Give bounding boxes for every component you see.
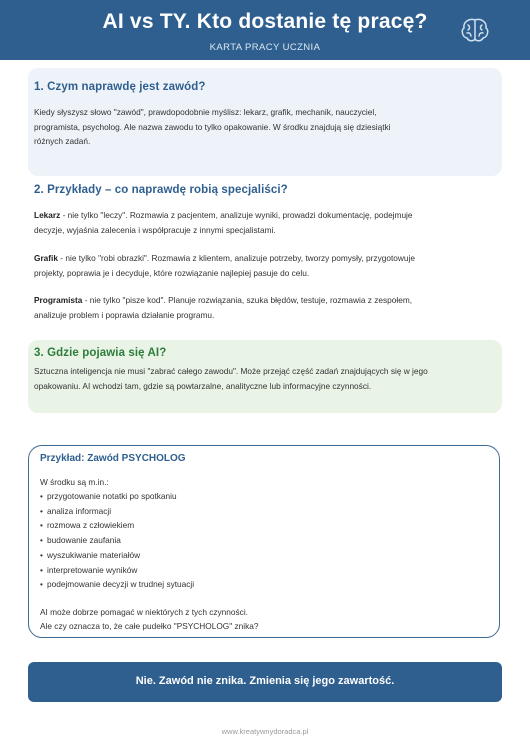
task-list <box>40 489 194 592</box>
term-label: Programista <box>34 295 83 305</box>
header-bar <box>0 0 530 60</box>
example-lekarz <box>34 208 490 237</box>
example-box-title: Przykład: Zawód PSYCHOLOG <box>40 453 186 464</box>
term-description: - nie tylko "robi obrazki". Rozmawia z klientem, analizuje potrzeby, tworzy pomysły, przygotowuje <box>57 253 415 263</box>
term-description: - nie tylko "pisze kod". Planuje rozwiązania, szuka błędów, testuje, rozmawia z zespołem, <box>82 295 413 305</box>
list-item: • wyszukiwanie materiałów <box>40 549 141 560</box>
list-item: • rozmowa z człowiekiem <box>40 520 135 531</box>
term-description: analizuje problem i poprawia działanie programu. <box>34 309 215 320</box>
page-subtitle: KARTA PRACY UCZNIA <box>209 42 321 53</box>
term-description: decyzje, wyjaśnia zalecenia i współpracuje z innymi specjalistami. <box>34 224 276 235</box>
section-1-line: programista, psycholog. Ale nazwa zawodu to tylko opakowanie. W środku znajdują się dziesiątki <box>34 121 391 132</box>
list-item: • budowanie zaufania <box>40 535 121 546</box>
section-3-heading: 3. Gdzie pojawia się AI? <box>34 347 167 359</box>
example-box-outro: Ale czy oznacza to, że całe pudełko "PSYCHOLOG" znika? <box>40 621 259 631</box>
section-1-line: różnych zadań. <box>34 136 91 146</box>
term-description: projekty, poprawia je i decyduje, które rozwiązanie najlepiej pasuje do celu. <box>34 267 310 278</box>
brain-icon <box>460 17 490 43</box>
section-3-line: opakowaniu. AI wchodzi tam, gdzie są powtarzalne, analityczne lub informacyjne czynności. <box>34 380 372 391</box>
term-description: - nie tylko "leczy". Rozmawia z pacjentem, analizuje wyniki, prowadzi dokumentację, podejmuje <box>60 210 413 220</box>
example-box-intro: W środku są m.in.: <box>40 477 109 487</box>
psycholog-example-box <box>28 445 500 638</box>
list-item: • przygotowanie notatki po spotkaniu <box>40 491 177 501</box>
footer-url: www.kreatywnydoradca.pl <box>221 727 309 736</box>
page-title: AI vs TY. Kto dostanie tę pracę? <box>102 10 428 33</box>
list-item: • analiza informacji <box>40 505 112 516</box>
conclusion-text: Nie. Zawód nie znika. Zmienia się jego zawartość. <box>135 675 395 687</box>
example-programista <box>34 293 490 322</box>
example-grafik <box>34 251 490 280</box>
list-item: • podejmowanie decyzji w trudnej sytuacji <box>40 579 195 590</box>
term-label: Lekarz <box>34 210 61 220</box>
section-1-text <box>34 105 490 149</box>
section-3-line: Sztuczna inteligencja nie musi "zabrać całego zawodu". Może przejąć część zadań znajdujących się w jego <box>34 366 428 376</box>
list-item: • interpretowanie wyników <box>40 564 138 575</box>
conclusion-banner <box>28 662 502 702</box>
section-2-heading: 2. Przykłady – co naprawdę robią specjaliści? <box>34 184 288 196</box>
example-box-outro: AI może dobrze pomagać w niektórych z tych czynności. <box>40 607 248 617</box>
term-label: Grafik <box>34 253 58 263</box>
section-1-heading: 1. Czym naprawdę jest zawód? <box>34 81 206 93</box>
section-1-line: Kiedy słyszysz słowo "zawód", prawdopodobnie myślisz: lekarz, grafik, mechanik, nauczyciel, <box>34 107 377 117</box>
section-3-text <box>34 364 490 393</box>
